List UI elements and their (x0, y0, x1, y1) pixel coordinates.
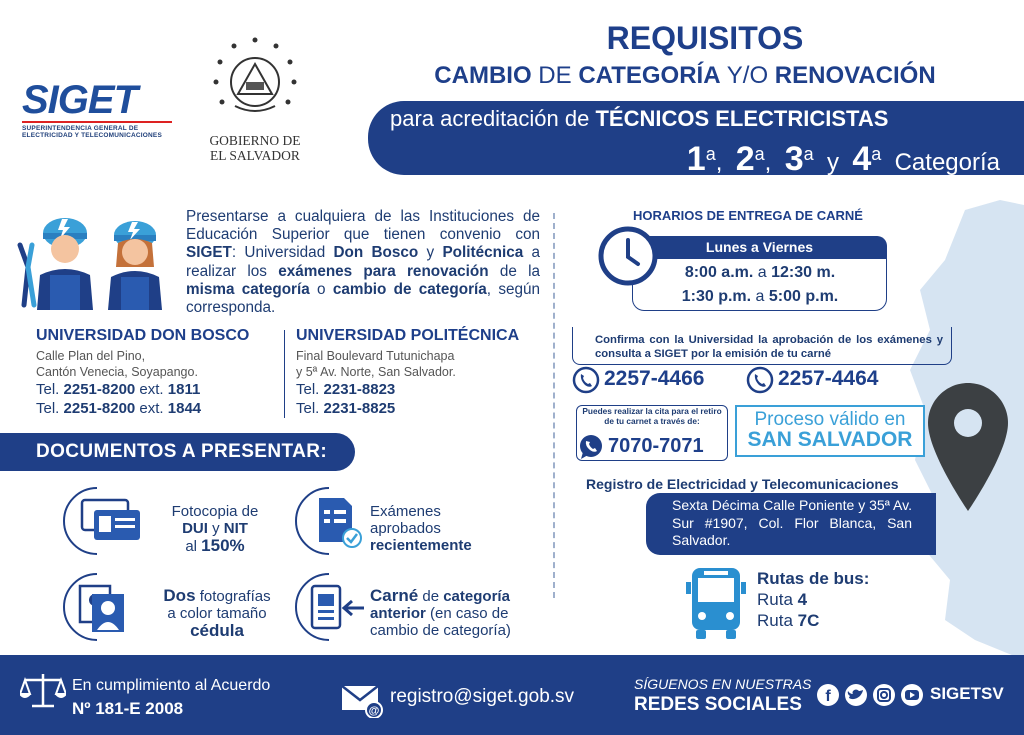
route-label: Ruta (757, 611, 798, 630)
whatsapp-number[interactable]: 7070-7071 (608, 435, 704, 457)
sched-sep: a (753, 264, 772, 281)
cat-comma-2: , (764, 149, 772, 176)
doc3-fotos: fotografías (195, 588, 271, 605)
university-politecnica (296, 327, 546, 418)
subtitle-categoria: CATEGORÍA (578, 62, 721, 89)
doc2-line2: aprobados (370, 520, 441, 537)
doc1-line1: Fotocopia de (171, 503, 259, 520)
doc4-line3: cambio de categoría) (370, 622, 511, 639)
doc2-line1: Exámenes (370, 503, 441, 520)
doc3-line2: a color tamaño (167, 605, 267, 622)
banner-text (390, 106, 1010, 132)
intro-p4: a realizar los (186, 244, 540, 280)
documents-title: DOCUMENTOS A PRESENTAR: (36, 441, 328, 462)
intro-b5: misma categoría (186, 280, 310, 298)
siget-subtitle-2: ELECTRICIDAD Y TELECOMUNICACIONES (22, 132, 162, 139)
cat-4: 4 (852, 140, 872, 178)
doc3-dos: Dos (163, 586, 196, 605)
intro-b4: exámenes para renovación (278, 262, 489, 280)
email-icon (340, 682, 384, 718)
intro-b2: Don Bosco (333, 244, 419, 262)
cat-3-sup: a (803, 144, 814, 164)
confirm-text: Confirma con la Universidad la aprobación de los exámenes y consulta a SIGET por la emisión de tu carné (595, 334, 943, 360)
intro-p1: Presentarse a cualquiera de las Instituciones de Educación Superior que tienen convenio con (186, 208, 540, 244)
ext-number: 1844 (167, 400, 202, 417)
clock-icon (598, 226, 658, 286)
subtitle-cambio: CAMBIO (434, 62, 532, 89)
doc2-bold: recientemente (370, 537, 472, 554)
cita-text: Puedes realizar la cita para el retiro de tu carnet a través de: (582, 406, 722, 426)
bus-route-2 (757, 610, 869, 631)
cat-2: 2 (735, 140, 755, 178)
intro-p3: y (418, 244, 443, 262)
route-label: Ruta (757, 590, 798, 609)
cat-4-sup: a (871, 144, 882, 164)
tel-label: Tel. (36, 400, 64, 417)
proceso-line1: Proceso válido en (754, 409, 906, 430)
sched-start: 1:30 p.m. (681, 288, 752, 305)
subtitle-yo: Y/O (720, 62, 775, 89)
tel-number: 2231-8823 (323, 381, 396, 398)
phone-icon (746, 366, 774, 394)
sched-start: 8:00 a.m. (684, 264, 754, 281)
bus-routes (757, 568, 869, 631)
siget-wordmark: SIGET (22, 78, 138, 122)
uni-address-1: Calle Plan del Pino, (36, 349, 146, 363)
route-number: 7C (797, 611, 820, 630)
ext-label: ext. (135, 381, 168, 398)
uni-name: UNIVERSIDAD DON BOSCO (36, 327, 250, 344)
route-number: 4 (797, 590, 808, 609)
ext-label: ext. (135, 400, 168, 417)
facebook-icon[interactable] (817, 684, 839, 706)
sched-sep: a (751, 288, 769, 305)
ext-number: 1811 (167, 381, 201, 398)
phone-icon (572, 366, 600, 394)
doc-fotografias (142, 587, 292, 640)
doc3-line3 (142, 622, 292, 640)
subtitle-renovacion: RENOVACIÓN (774, 62, 936, 89)
intro-b6: cambio de categoría (332, 280, 487, 298)
uni-address-2: Cantón Venecia, Soyapango. (36, 365, 198, 379)
instagram-icon[interactable] (873, 684, 895, 706)
doc3-line1 (142, 587, 292, 605)
schedule-title: HORARIOS DE ENTREGA DE CARNÉ (633, 208, 863, 223)
intro-p5: de la (488, 262, 540, 280)
siget-logo (22, 80, 182, 139)
tel-number: 2251-8200 (63, 400, 136, 417)
youtube-icon[interactable] (901, 684, 923, 706)
intro-paragraph (186, 208, 540, 317)
doc-carne (370, 587, 532, 639)
cat-1-sup: a (705, 144, 716, 164)
column-divider (553, 213, 555, 598)
doc4-categoria: categoría (443, 588, 510, 605)
cat-2-sup: a (754, 144, 765, 164)
doc1-al: al (185, 538, 202, 555)
bus-route-1 (757, 589, 869, 610)
cat-comma-1: , (715, 149, 723, 176)
doc4-caso: (en caso de (425, 605, 509, 622)
doc-dui-nit (160, 503, 270, 555)
registro-address: Sexta Décima Calle Poniente y 35ª Av. Sur #1907, Col. Flor Blanca, San Salvador. (672, 497, 912, 548)
phone-1[interactable]: 2257-4466 (604, 367, 705, 390)
electrician-icon (10, 205, 180, 310)
siget-subtitle-1: SUPERINTENDENCIA GENERAL DE (22, 125, 139, 132)
uni-tel-1 (36, 380, 276, 399)
acuerdo-line2: Nº 181-E 2008 (72, 699, 184, 718)
follow-line2: REDES SOCIALES (634, 694, 802, 715)
cat-3: 3 (784, 140, 804, 178)
whatsapp-icon (578, 434, 604, 460)
categories-line (560, 140, 1000, 179)
svg-text:f: f (825, 688, 831, 705)
cat-and: y (826, 149, 839, 176)
intro-p7: , según corresponda. (186, 280, 540, 317)
coat-of-arms-icon (210, 34, 300, 124)
uni-address-2: y 5ª Av. Norte, San Salvador. (296, 365, 456, 379)
follow-line1: SÍGUENOS EN NUESTRAS (634, 676, 812, 692)
subtitle (360, 62, 1010, 90)
svg-text:@: @ (368, 705, 380, 717)
tel-label: Tel. (296, 400, 324, 417)
social-handle[interactable]: SIGETSV (930, 684, 1004, 703)
pliers-icon (20, 245, 34, 305)
doc1-and: y (207, 520, 224, 537)
sched-end: 12:30 m. (771, 264, 836, 281)
document-check-icon (294, 486, 370, 556)
doc4-carne: Carné (370, 586, 419, 605)
intro-p6: o (309, 280, 333, 298)
bus-title (757, 568, 869, 589)
uni-name: UNIVERSIDAD POLITÉCNICA (296, 327, 520, 344)
social-icons (816, 682, 928, 708)
doc4-line1 (370, 587, 532, 605)
doc3-cedula: cédula (190, 621, 244, 640)
phone-2[interactable]: 2257-4464 (778, 367, 879, 390)
doc1-pct: 150% (201, 536, 245, 555)
intro-b3: Politécnica (442, 244, 524, 262)
doc4-de: de (418, 588, 444, 605)
map-pin-icon (928, 383, 1008, 511)
acuerdo-line1: En cumplimiento al Acuerdo (72, 677, 271, 694)
email-address[interactable]: registro@siget.gob.sv (390, 686, 575, 707)
doc4-anterior: anterior (370, 605, 426, 622)
twitter-icon[interactable] (845, 684, 867, 706)
cat-1: 1 (686, 140, 706, 178)
gobierno-text-2: EL SALVADOR (210, 148, 300, 163)
uni-tel-2 (296, 399, 546, 418)
tel-label: Tel. (36, 381, 64, 398)
photo-icon (62, 572, 140, 642)
tel-number: 2231-8825 (323, 400, 396, 417)
sched-end: 5:00 p.m. (768, 288, 839, 305)
gobierno-text-1: GOBIERNO DE (209, 133, 301, 148)
uni-tel-1 (296, 380, 546, 399)
schedule-morning (640, 264, 880, 282)
id-card-icon (62, 486, 142, 556)
bus-title-text: Rutas de bus: (757, 569, 870, 588)
doc2-line3 (370, 537, 510, 554)
schedule-days: Lunes a Viernes (632, 236, 887, 259)
doc1-nit: NIT (223, 520, 248, 537)
uni-address-1: Final Boulevard Tutunichapa (296, 349, 455, 363)
registro-title: Registro de Electricidad y Telecomunicaciones (586, 476, 899, 492)
cat-word: Categoría (894, 149, 1000, 176)
intro-p2: : Universidad (231, 244, 334, 262)
tel-label: Tel. (296, 381, 324, 398)
subtitle-de: DE (531, 62, 579, 89)
scale-icon (20, 670, 66, 710)
card-arrow-icon (294, 572, 372, 642)
doc1-line2 (160, 520, 270, 537)
doc1-line3 (160, 537, 270, 555)
university-don-bosco (36, 327, 276, 418)
doc4-line2 (370, 605, 532, 622)
proceso-line2: SAN SALVADOR (747, 428, 913, 451)
main-title: REQUISITOS (606, 20, 804, 56)
banner-text-regular: para acreditación de (390, 106, 596, 131)
bus-icon (686, 566, 746, 642)
uni-tel-2 (36, 399, 276, 418)
intro-b1: SIGET (186, 244, 232, 262)
doc-examenes (370, 503, 510, 554)
tel-number: 2251-8200 (63, 381, 136, 398)
schedule-afternoon (640, 288, 880, 306)
divider (284, 330, 285, 418)
banner-text-bold: TÉCNICOS ELECTRICISTAS (595, 106, 889, 131)
doc1-dui: DUI (182, 520, 208, 537)
gobierno-logo (196, 34, 314, 163)
